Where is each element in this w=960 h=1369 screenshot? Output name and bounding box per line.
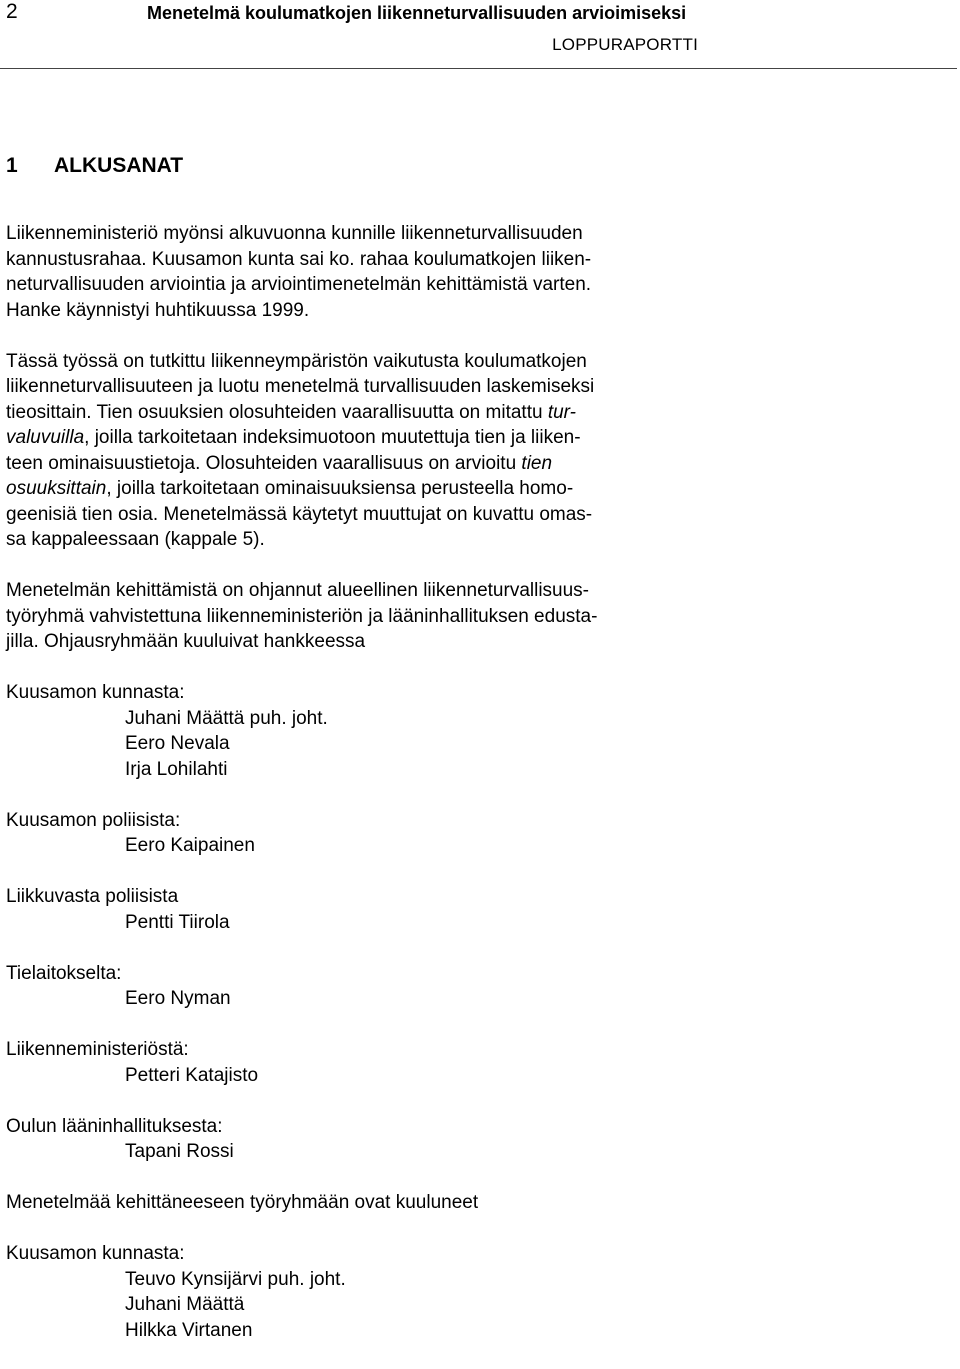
- text-line: Menetelmää kehittäneeseen työryhmään ovat kuuluneet: [6, 1192, 479, 1213]
- paragraph-working-group: [6, 1190, 703, 1216]
- page-number: 2: [6, 0, 18, 23]
- member-name: Eero Nevala: [125, 733, 230, 754]
- group-label: Liikenneministeriöstä:: [6, 1039, 189, 1060]
- italic-term: osuuksittain: [6, 478, 107, 499]
- group-label: Kuusamon poliisista:: [6, 809, 181, 831]
- paragraph-method: [6, 349, 703, 553]
- text-line: Liikenneministeriö myönsi alkuvuonna kunnille liikenneturvallisuuden: [6, 223, 583, 244]
- member-name: Irja Lohilahti: [125, 758, 228, 780]
- text-line: geenisiä tien osia. Menetelmässä käytetyt muuttujat on kuvattu omas-: [6, 503, 593, 525]
- working-group-kuusamo-municipality: [6, 1241, 703, 1343]
- group-label: Kuusamon kunnasta:: [6, 1243, 185, 1264]
- text-line: [6, 476, 703, 502]
- group-label: Oulun lääninhallituksesta:: [6, 1115, 223, 1137]
- steering-group-provincial-government: [6, 1114, 703, 1165]
- text-line: [6, 425, 703, 451]
- steering-group-road-administration: [6, 961, 703, 1012]
- text-line: [6, 451, 703, 477]
- group-label: Tielaitokselta:: [6, 962, 122, 984]
- report-type: LOPPURAPORTTI: [552, 35, 698, 54]
- member-name: Eero Nyman: [125, 988, 231, 1009]
- paragraph-steering: [6, 578, 703, 655]
- text-line: Tässä työssä on tutkittu liikenneympäristön vaikutusta koulumatkojen: [6, 350, 587, 372]
- italic-term: valuvuilla: [6, 427, 85, 448]
- member-name: Juhani Määttä puh. joht.: [125, 707, 328, 729]
- italic-term: tur-: [547, 401, 576, 423]
- section-title: ALKUSANAT: [54, 154, 184, 177]
- section-heading: [6, 152, 183, 180]
- italic-term: tien: [521, 452, 553, 474]
- text-line: Hanke käynnistyi huhtikuussa 1999.: [6, 299, 310, 321]
- text-line: neturvallisuuden arviointia ja arviointimenetelmän kehittämistä varten.: [6, 274, 592, 295]
- member-name: Juhani Määttä: [125, 1294, 245, 1315]
- text-line: työryhmä vahvistettuna liikenneministeriön ja lääninhallituksen edusta-: [6, 605, 598, 627]
- steering-group-ministry: [6, 1037, 703, 1088]
- steering-group-kuusamo-municipality: [6, 680, 703, 782]
- text-run: teen ominaisuustietoja. Olosuhteiden vaarallisuus on arvioitu: [6, 452, 522, 474]
- text-line: sa kappaleessaan (kappale 5).: [6, 529, 265, 550]
- section-number: 1: [6, 154, 18, 177]
- page-body: [6, 221, 703, 1369]
- steering-group-kuusamo-police: [6, 808, 703, 859]
- header-rule: [0, 68, 957, 69]
- text-line: [6, 400, 703, 426]
- member-name: Pentti Tiirola: [125, 911, 230, 933]
- member-name: Teuvo Kynsijärvi puh. joht.: [125, 1268, 346, 1290]
- text-line: kannustusrahaa. Kuusamon kunta sai ko. rahaa koulumatkojen liiken-: [6, 248, 592, 270]
- member-name: Hilkka Virtanen: [125, 1319, 253, 1341]
- text-line: liikenneturvallisuuteen ja luotu menetelmä turvallisuuden laskemiseksi: [6, 376, 595, 397]
- paragraph-intro: [6, 221, 703, 323]
- text-run: , joilla tarkoitetaan indeksimuotoon muutettuja tien ja liiken-: [84, 427, 581, 448]
- steering-group-mobile-police: [6, 884, 703, 935]
- member-name: Petteri Katajisto: [125, 1064, 259, 1086]
- member-name: Eero Kaipainen: [125, 835, 255, 856]
- text-run: tieosittain. Tien osuuksien olosuhteiden vaarallisuutta on mitattu: [6, 401, 548, 423]
- group-label: Liikkuvasta poliisista: [6, 886, 179, 907]
- running-title: Menetelmä koulumatkojen liikenneturvallisuuden arvioimiseksi: [147, 3, 687, 23]
- text-line: jilla. Ohjausryhmään kuuluivat hankkeessa: [6, 631, 366, 652]
- text-run: , joilla tarkoitetaan ominaisuuksiensa perusteella homo-: [106, 478, 574, 499]
- member-name: Tapani Rossi: [125, 1141, 234, 1162]
- text-line: Menetelmän kehittämistä on ohjannut alueellinen liikenneturvallisuus-: [6, 580, 590, 601]
- group-label: Kuusamon kunnasta:: [6, 682, 185, 703]
